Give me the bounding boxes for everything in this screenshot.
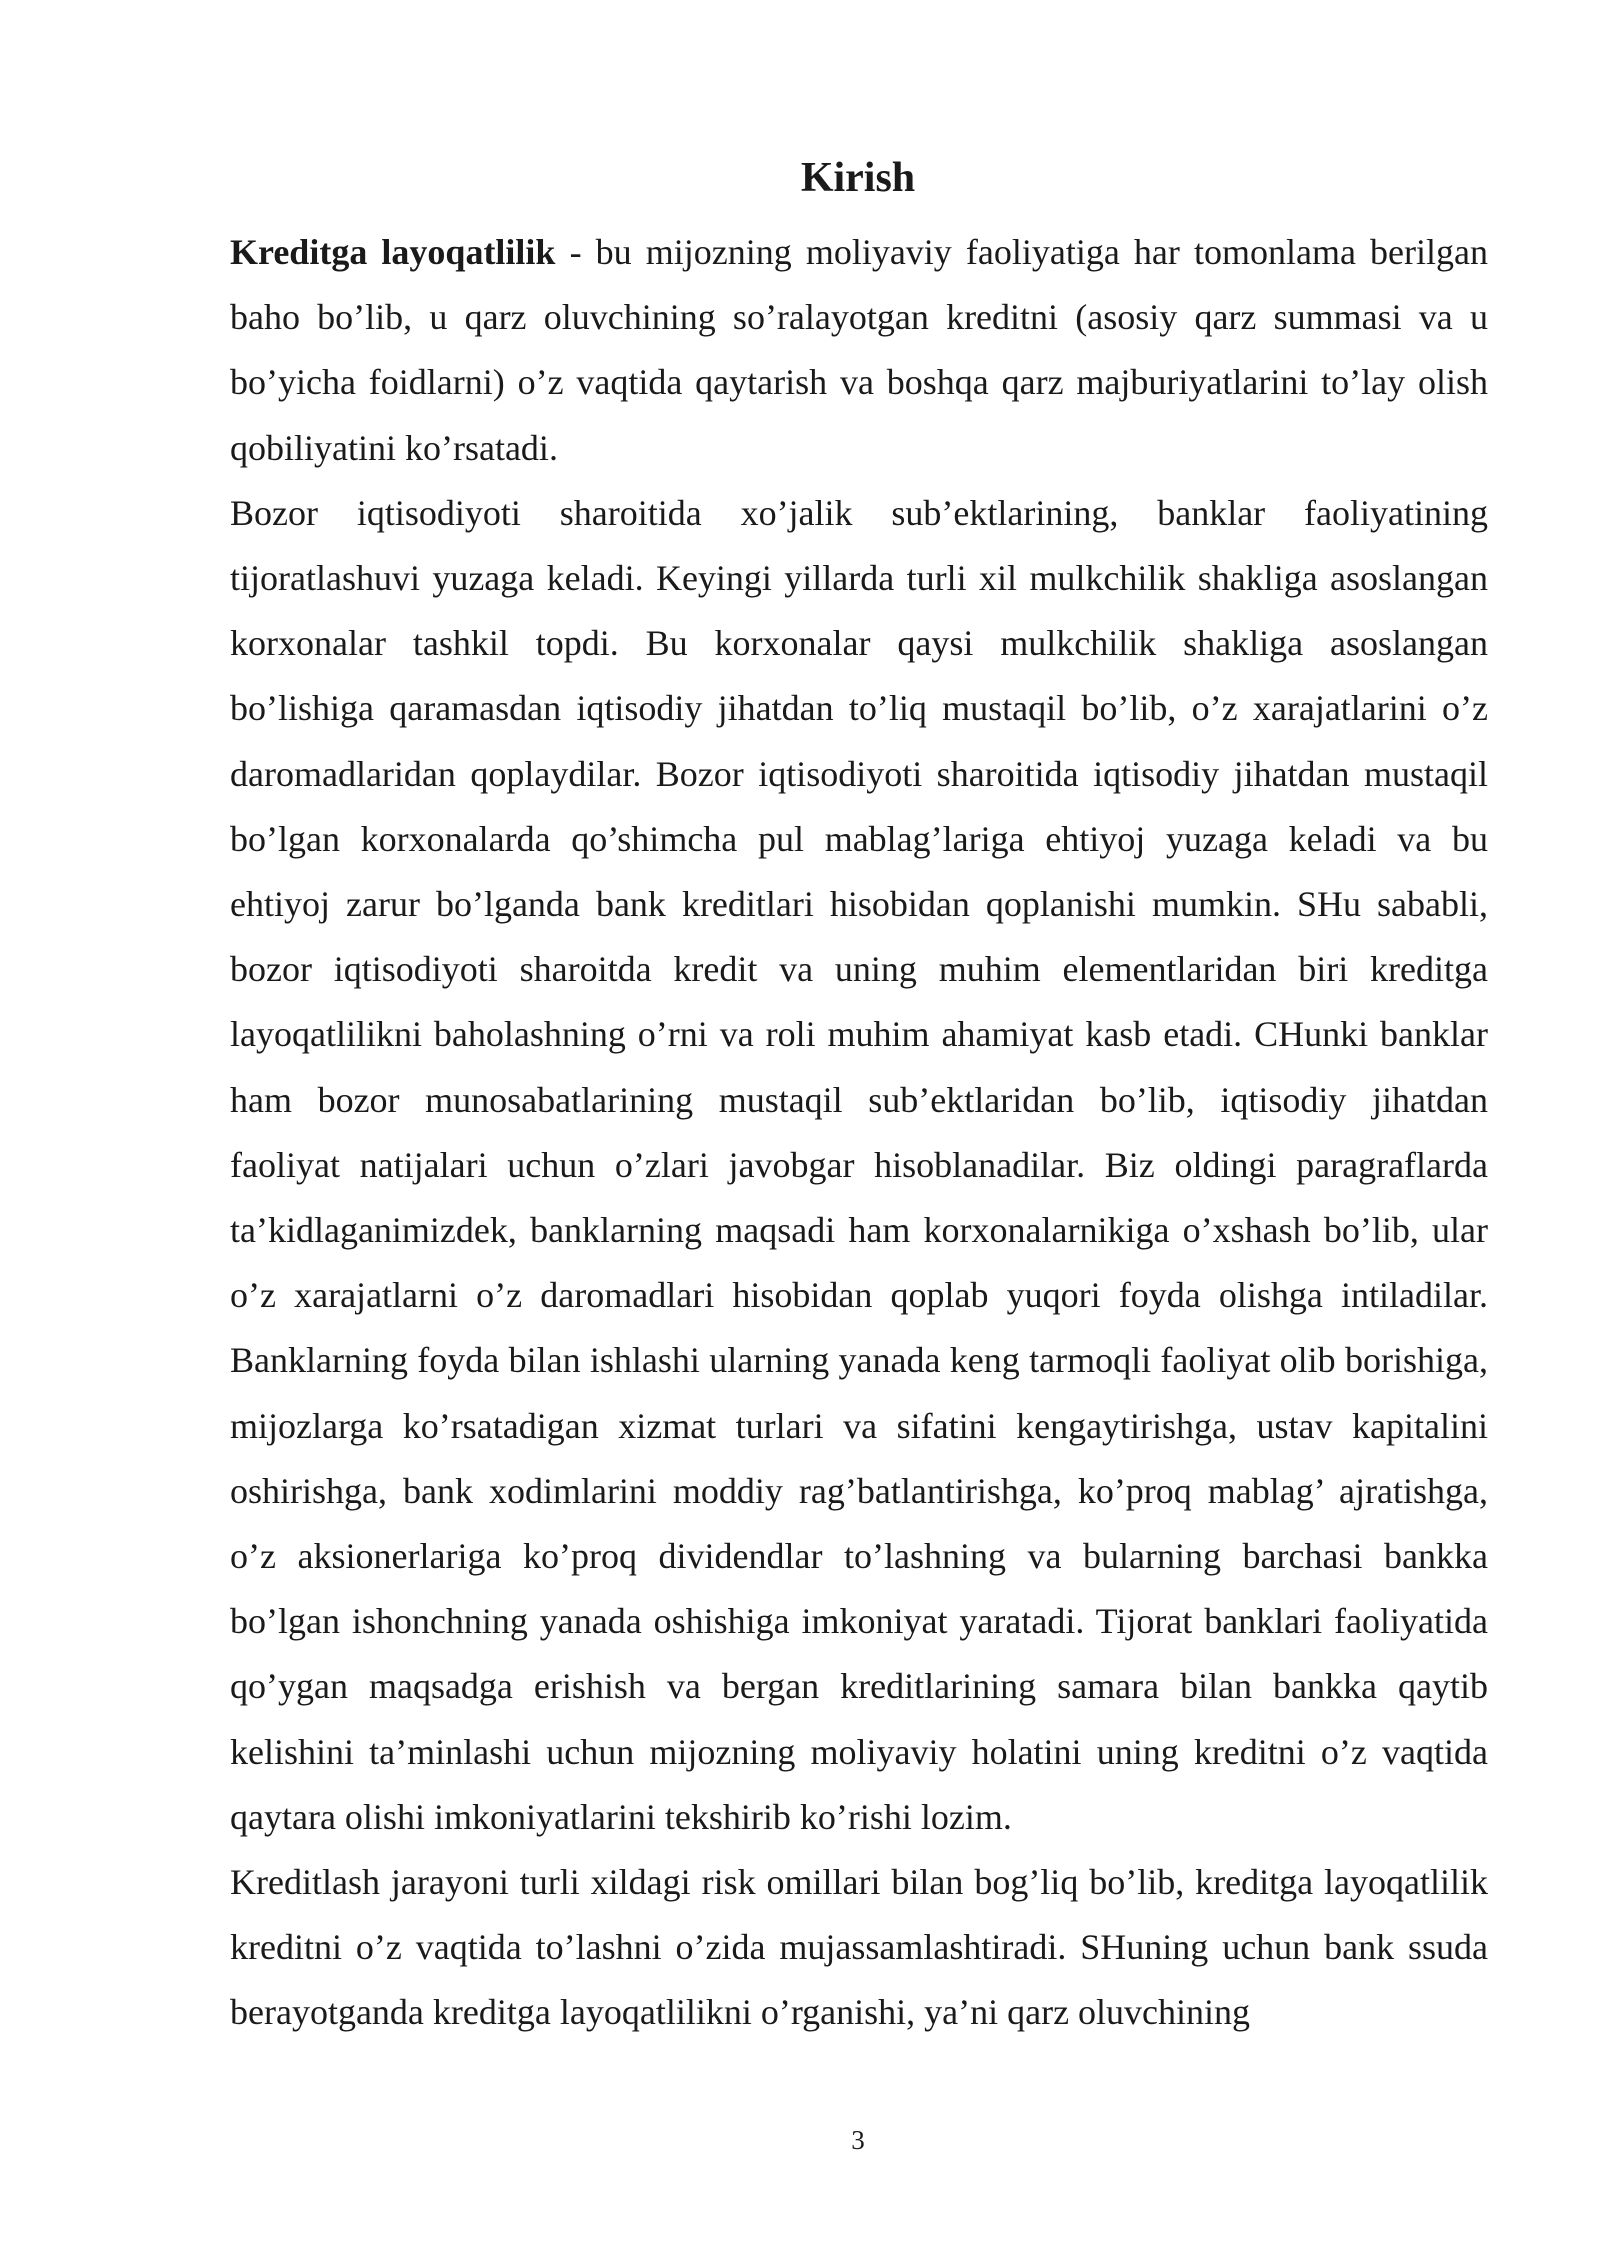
paragraph-credit-process [230,1850,1488,2046]
body-text [230,220,1488,2046]
paragraph-text: - bu mijozning moliyaviy faoliyatiga har tomonlama berilgan baho bo’lib, u qarz oluvchining so’ralayotgan kreditni (asosiy qarz summasi va u bo’yicha foidlarni) o’z vaqtida qaytarish va boshqa qarz majburiyatlarini to’lay olish qobiliyatini ko’rsatadi. [230,232,1488,468]
paragraph-definition [230,220,1488,481]
page-number: 3 [851,2125,865,2155]
page-title: Kirish [800,155,916,201]
paragraph-text: Bozor iqtisodiyoti sharoitida xo’jalik sub’ektlarining, banklar faoliyatining tijoratlashuvi yuzaga keladi. Keyingi yillarda turli xil mulkchilik shakliga asoslangan korxonalar tashkil topdi. Bu korxonalar qaysi mulkchilik shakliga asoslangan bo’lishiga qaramasdan iqtisodiy jihatdan to’liq mustaqil bo’lib, o’z xarajatlarini o’z daromadlaridan qoplaydilar. Bozor iqtisodiyoti sharoitida iqtisodiy jihatdan mustaqil bo’lgan korxonalarda qo’shimcha pul mablag’lariga ehtiyoj yuzaga keladi va bu ehtiyoj zarur bo’lganda bank kreditlari hisobidan qoplanishi mumkin. SHu sababli, bozor iqtisodiyoti sharoitda kredit va uning muhim elementlaridan biri kreditga layoqatlilikni baholashning o’rni va roli muhim ahamiyat kasb etadi. CHunki banklar ham bozor munosabatlarining mustaqil sub’ektlaridan bo’lib, iqtisodiy jihatdan faoliyat natijalari uchun o’zlari javobgar hisoblanadilar. Biz oldingi paragraflarda ta’kidlaganimizdek, banklarning maqsadi ham korxonalarnikiga o’xshash bo’lib, ular o’z xarajatlarni o’z daromadlari hisobidan qoplab yuqori foyda olishga intiladilar. Banklarning foyda bilan ishlashi ularning yanada keng tarmoqli faoliyat olib borishiga, mijozlarga ko’rsatadigan xizmat turlari va sifatini kengaytirishga, ustav kapitalini oshirishga, bank xodimlarini moddiy rag’batlantirishga, ko’proq mablag’ ajratishga, o’z aksionerlariga ko’proq dividendlar to’lashning va bularning barchasi bankka bo’lgan ishonchning yanada oshishiga imkoniyat yaratadi. Tijorat banklari faoliyatida qo’ygan maqsadga erishish va bergan kreditlarining samara bilan bankka qaytib kelishini ta’minlashi uchun mijozning moliyaviy holatini uning kreditni o’z vaqtida qaytara olishi imkoniyatlarini tekshirib ko’rishi lozim. [230,492,1488,1837]
paragraph-text: Kreditlash jarayoni turli xildagi risk omillari bilan bog’liq bo’lib, kreditga layoqatlilik kreditni o’z vaqtida to’lashni o’zida mujassamlashtiradi. SHuning uchun bank ssuda berayotganda kreditga layoqatlilikni o’rganishi, ya’ni qarz oluvchining [230,1862,1488,2033]
paragraph-market-economy [230,481,1488,1850]
term-heading: Kreditga layoqatlilik [230,232,556,272]
